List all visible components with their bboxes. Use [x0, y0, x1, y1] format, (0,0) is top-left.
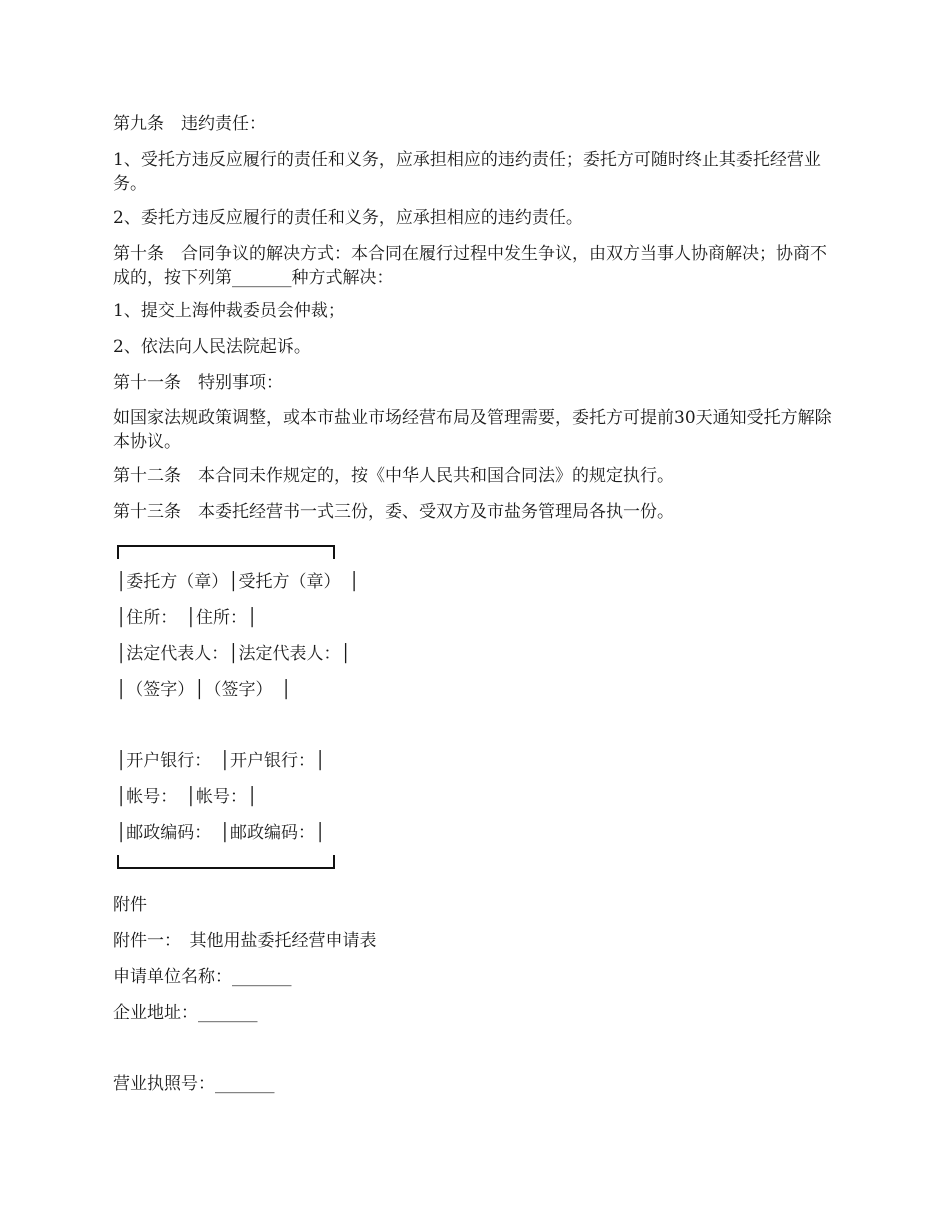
article11-title: 第十一条 特别事项： [113, 373, 283, 393]
signature-row-account: │帐号： │帐号：│ [116, 787, 258, 807]
article10-text: 第十条 合同争议的解决方式：本合同在履行过程中发生争议，由双方当事人协商解决；协商不成的，按下列第_______种方式解决： [113, 244, 827, 288]
license-number-field: 营业执照号：_______ [113, 1074, 275, 1094]
article11-text: 如国家法规政策调整，或本市盐业市场经营布局及管理需要，委托方可提前30天通知受托方解除本协议。 [113, 408, 832, 452]
article13-text: 第十三条 本委托经营书一式三份，委、受双方及市盐务管理局各执一份。 [113, 502, 674, 522]
signature-table-bottom-border [117, 855, 335, 869]
signature-row-address: │住所： │住所：│ [116, 608, 258, 628]
applicant-name-field: 申请单位名称：_______ [113, 967, 292, 987]
article9-title: 第九条 违约责任： [113, 114, 266, 134]
article9-item2: 2、委托方违反应履行的责任和义务，应承担相应的违约责任。 [113, 208, 583, 228]
company-address-field: 企业地址：_______ [113, 1003, 258, 1023]
attachment1-title: 附件一： 其他用盐委托经营申请表 [113, 931, 377, 951]
signature-row-signature: │（签字）│（签字） │ [116, 680, 292, 700]
signature-table-top-border [117, 545, 335, 559]
article12-text: 第十二条 本合同未作规定的，按《中华人民共和国合同法》的规定执行。 [113, 466, 674, 486]
signature-row-postcode: │邮政编码： │邮政编码：│ [116, 823, 326, 843]
article9-item1: 1、受托方违反应履行的责任和义务，应承担相应的违约责任；委托方可随时终止其委托经营业务。 [113, 150, 821, 194]
attachment-heading: 附件 [113, 895, 147, 915]
signature-row-parties: │委托方（章）│受托方（章） │ [116, 572, 360, 592]
signature-row-bank: │开户银行： │开户银行：│ [116, 751, 326, 771]
article10-item1: 1、提交上海仲裁委员会仲裁； [113, 301, 345, 321]
article10-item2: 2、依法向人民法院起诉。 [113, 337, 311, 357]
signature-row-legal-rep: │法定代表人：│法定代表人：│ [116, 644, 351, 664]
